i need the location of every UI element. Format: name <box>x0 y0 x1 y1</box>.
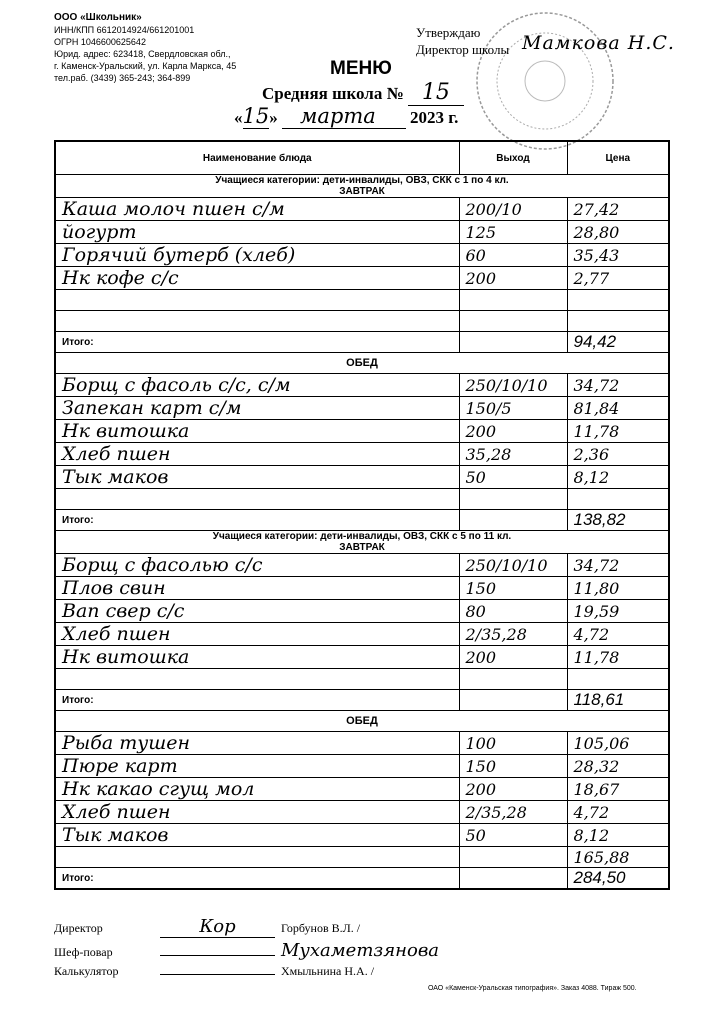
table-row <box>55 420 669 443</box>
dish-output: 50 <box>459 466 567 489</box>
table-row <box>55 646 669 669</box>
director-sign: Кор <box>160 916 275 938</box>
empty-cell <box>567 290 669 311</box>
meal-row <box>55 711 669 732</box>
dish-price: 18,67 <box>567 778 669 801</box>
empty-cell <box>55 290 459 311</box>
dish-output: 150 <box>459 755 567 778</box>
total-price: 284,50 <box>567 868 669 890</box>
total-label: Итого: <box>55 332 459 353</box>
dish-name: Нк витошка <box>55 420 459 443</box>
total-row <box>55 868 669 890</box>
dish-name: Борщ с фасолью с/с <box>55 554 459 577</box>
footer-chef <box>54 940 439 961</box>
dish-output: 250/10/10 <box>459 554 567 577</box>
menu-table <box>54 140 670 890</box>
empty-cell <box>459 489 567 510</box>
printer-info: ОАО «Каменск-Уральская типография». Заказ 4088. Тираж 500. <box>428 985 637 992</box>
dish-name: Борщ с фасоль с/с, с/м <box>55 374 459 397</box>
dish-price: 11,80 <box>567 577 669 600</box>
date-year: 2023 г. <box>410 108 459 127</box>
dish-output: 250/10/10 <box>459 374 567 397</box>
header-price: Цена <box>567 141 669 175</box>
approval-block <box>416 24 509 58</box>
total-price: 118,61 <box>567 690 669 711</box>
header-output: Выход <box>459 141 567 175</box>
date-quote-open: « <box>234 108 243 127</box>
dish-name: Нк витошка <box>55 646 459 669</box>
dish-price: 11,78 <box>567 420 669 443</box>
dish-price: 27,42 <box>567 198 669 221</box>
total-row <box>55 510 669 531</box>
dish-price: 81,84 <box>567 397 669 420</box>
meal-label: ОБЕД <box>55 353 669 374</box>
table-row <box>55 824 669 847</box>
dish-price: 11,78 <box>567 646 669 669</box>
dish-name: Нк кофе с/с <box>55 267 459 290</box>
dish-name: Горячий бутерб (хлеб) <box>55 244 459 267</box>
empty-row <box>55 311 669 332</box>
dish-name: Плов свин <box>55 577 459 600</box>
dish-name: Хлеб пшен <box>55 801 459 824</box>
dish-name: Тык маков <box>55 466 459 489</box>
dish-price: 165,88 <box>567 847 669 868</box>
director-signature: Мамкова Н.С. <box>522 32 675 54</box>
org-address-city: г. Каменск-Уральский, ул. Карла Маркса, 45 <box>54 61 237 71</box>
dish-name <box>55 847 459 868</box>
dish-output: 35,28 <box>459 443 567 466</box>
empty-cell <box>567 669 669 690</box>
dish-output: 50 <box>459 824 567 847</box>
category-cell <box>55 531 669 554</box>
organization-info <box>54 12 236 84</box>
dish-output: 200 <box>459 420 567 443</box>
dish-name: Хлеб пшен <box>55 443 459 466</box>
empty-cell <box>55 311 459 332</box>
header-name: Наименование блюда <box>55 141 459 175</box>
table-row <box>55 466 669 489</box>
table-row <box>55 755 669 778</box>
org-name: ООО «Школьник» <box>54 12 142 23</box>
table-row <box>55 778 669 801</box>
dish-price: 8,12 <box>567 824 669 847</box>
dish-name: йогурт <box>55 221 459 244</box>
dish-name: Нк какао сгущ мол <box>55 778 459 801</box>
category-row <box>55 531 669 554</box>
total-row <box>55 690 669 711</box>
calc-name: Хмыльнина Н.А. <box>281 964 368 978</box>
total-output <box>459 868 567 890</box>
dish-price: 2,36 <box>567 443 669 466</box>
dish-price: 28,32 <box>567 755 669 778</box>
table-row <box>55 221 669 244</box>
empty-row <box>55 290 669 311</box>
dish-name: Вап свер с/с <box>55 600 459 623</box>
table-row <box>55 801 669 824</box>
footer-director: Директор Кор Горбунов В.Л. / <box>54 916 361 937</box>
empty-cell <box>55 669 459 690</box>
dish-price: 34,72 <box>567 554 669 577</box>
table-row <box>55 554 669 577</box>
date-month: марта <box>282 104 406 129</box>
org-inn: ИНН/КПП 6612014924/661201001 <box>54 25 195 35</box>
dish-price: 105,06 <box>567 732 669 755</box>
dish-name: Рыба тушен <box>55 732 459 755</box>
org-address: Юрид. адрес: 623418, Свердловская обл., <box>54 49 231 59</box>
empty-cell <box>459 290 567 311</box>
table-row <box>55 847 669 868</box>
empty-cell <box>459 311 567 332</box>
dish-output: 80 <box>459 600 567 623</box>
director-name: Горбунов В.Л. <box>281 921 354 935</box>
category-label: Учащиеся категории: дети-инвалиды, ОВЗ, СКК с 1 по 4 кл. <box>215 175 509 186</box>
table-row <box>55 267 669 290</box>
approve-label: Утверждаю <box>416 25 481 40</box>
dish-output <box>459 847 567 868</box>
total-output <box>459 510 567 531</box>
category-cell <box>55 175 669 198</box>
table-row <box>55 600 669 623</box>
director-label: Директор <box>54 921 103 935</box>
date-day: 15 <box>242 104 270 128</box>
dish-price: 34,72 <box>567 374 669 397</box>
empty-row <box>55 669 669 690</box>
dish-name: Запекан карт с/м <box>55 397 459 420</box>
total-price: 94,42 <box>567 332 669 353</box>
dish-price: 8,12 <box>567 466 669 489</box>
dish-name: Тык маков <box>55 824 459 847</box>
empty-cell <box>459 669 567 690</box>
table-row <box>55 732 669 755</box>
total-output <box>459 332 567 353</box>
meal-label: ЗАВТРАК <box>339 186 385 197</box>
chef-label: Шеф-повар <box>54 945 113 959</box>
dish-output: 150/5 <box>459 397 567 420</box>
dish-price: 4,72 <box>567 623 669 646</box>
total-label: Итого: <box>55 868 459 890</box>
total-output <box>459 690 567 711</box>
empty-cell <box>567 489 669 510</box>
empty-cell <box>55 489 459 510</box>
empty-row <box>55 489 669 510</box>
school-label: Средняя школа № <box>262 84 404 103</box>
page-title: МЕНЮ <box>330 58 392 79</box>
dish-price: 35,43 <box>567 244 669 267</box>
dish-output: 200 <box>459 267 567 290</box>
dish-output: 2/35,28 <box>459 623 567 646</box>
table-row <box>55 244 669 267</box>
dish-output: 200/10 <box>459 198 567 221</box>
dish-output: 60 <box>459 244 567 267</box>
table-row <box>55 397 669 420</box>
total-row <box>55 332 669 353</box>
chef-sign: Мухаметзянова <box>281 940 440 961</box>
org-ogrn: ОГРН 1046600625642 <box>54 37 146 47</box>
footer-calculator: Калькулятор Хмыльнина Н.А. / <box>54 964 375 978</box>
meal-label: ЗАВТРАК <box>339 542 385 553</box>
date-quote-close: » <box>269 108 278 127</box>
table-row <box>55 198 669 221</box>
empty-cell <box>567 311 669 332</box>
table-row <box>55 623 669 646</box>
calc-label: Калькулятор <box>54 964 119 978</box>
dish-output: 200 <box>459 646 567 669</box>
dish-output: 125 <box>459 221 567 244</box>
meal-label: ОБЕД <box>55 711 669 732</box>
dish-output: 100 <box>459 732 567 755</box>
date-line <box>234 104 458 128</box>
dish-name: Хлеб пшен <box>55 623 459 646</box>
org-phone: тел.раб. (3439) 365-243; 364-899 <box>54 73 191 83</box>
category-label: Учащиеся категории: дети-инвалиды, ОВЗ, СКК с 5 по 11 кл. <box>212 531 512 542</box>
dish-output: 200 <box>459 778 567 801</box>
dish-price: 4,72 <box>567 801 669 824</box>
dish-output: 2/35,28 <box>459 801 567 824</box>
approve-director-label: Директор школы <box>416 42 510 57</box>
table-row <box>55 577 669 600</box>
dish-price: 2,77 <box>567 267 669 290</box>
total-label: Итого: <box>55 510 459 531</box>
dish-price: 19,59 <box>567 600 669 623</box>
table-row <box>55 443 669 466</box>
total-label: Итого: <box>55 690 459 711</box>
dish-name: Пюре карт <box>55 755 459 778</box>
school-line <box>262 80 464 105</box>
table-header <box>55 141 669 175</box>
dish-output: 150 <box>459 577 567 600</box>
meal-row <box>55 353 669 374</box>
school-number: 15 <box>408 80 464 106</box>
total-price: 138,82 <box>567 510 669 531</box>
table-row <box>55 374 669 397</box>
category-row <box>55 175 669 198</box>
dish-name: Каша молоч пшен с/м <box>55 198 459 221</box>
dish-price: 28,80 <box>567 221 669 244</box>
